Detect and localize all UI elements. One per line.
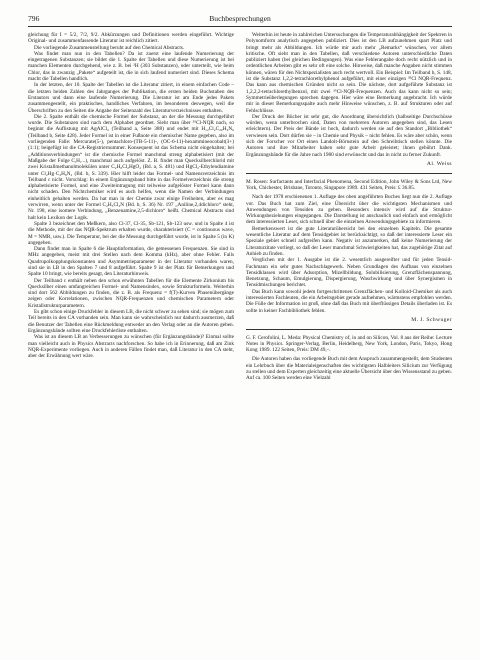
right-column (246, 32, 452, 382)
paragraph: Weiterhin ist heute in zahlreichen Untersuchungen die Temperaturabhängigkeit der Spektren in Polynomform analytisch angegeben publiziert. Dies ist den LB aufzunehmen spart Platz und bringt mehr als Abbildungen. Ich würde mir auch mehr „Remarks“ wünschen, vor allem kritische. Oft sieht man in den Tabellen, daß verschiedene Autoren unterschiedliche Daten publiziert haben (bei gleichen Bedingungen). Was eine Fehlerangabe doch recht nützlich und in ordentlichen Arbeiten gibt es sehr oft eine solche. Hinweise, daß manche Angaben nicht stimmen können, wären für den Nichtspezialisten auch recht wertvoll. Ein Beispiel: Im Teilband b, S. 148, ist die Substanz 1,2,2-tetrachlorethylphenol aufgeführt, mit einer einzigen ³⁵Cl NQR-Frequenz. Das kann aus chemischen Gründen nicht so sein. Die nächste, dort aufgeführte Substanz ist 1,2,2,2-tetrachlorethylbenzol, mit zwei ³⁵Cl-NQR-Frequenzen. Auch das kann nicht so sein; Symmetrieüberlegungen sprechen dagegen. Hier wäre eine Bemerkung angebracht. Ich würde mir in dieser Bemerkungsspalte auch mehr Hinweise wünschen, z. B. auf Strukturen oder auf Fehlschlüsse. (246, 32, 452, 114)
page-number: 796 (28, 14, 40, 23)
review-separator (246, 329, 452, 330)
paragraph: In der letzten, der 10. Spalte der Tabellen ist die Literatur zitiert, in einem einfachen Code – die letzten beiden Zahlen des Jahrganges der Publikation, die ersten beiden Buchstaben des Erstautors und dann eine laufende Numerierung. Die Literatur ist am Ende jedes Pakets zusammengestellt, ein praktisches, handliches Verfahren, im besonderen deswegen, weil die Überschriften zu den Seiten die Angabe der Seitenzahl des Literaturverzeichnisses enthalten. (28, 82, 234, 114)
left-column (28, 32, 234, 359)
paragraph: Nach der 1978 erschienenen 1. Auflage des oben angeführten Buches liegt nun die 2. Auflage vor. Das Buch hat zum Ziel, eine Übersicht über die wichtigsten Mechanismen und Anwendungen von Tensiden zu geben. Besonders intensiv wird auf die Struktur-Wirkungsbeziehungen eingegangen. Die Darstellung ist anschaulich und einfach und ermöglicht dem interessierten Leser, sich schnell über die einzelnen Anwendungsgebiete zu informieren. (246, 194, 452, 226)
paragraph: Die vorliegende Zusammenstellung beruht auf den Chemical Abstracts. (34, 44, 185, 51)
header-rule (28, 26, 452, 27)
section-title: Buchbesprechungen (209, 14, 271, 23)
reviewer-signature-schwuger: M. J. Schwuger (411, 316, 452, 323)
paragraph: Die Autoren haben das vorliegende Buch mit dem Anspruch zusammengestellt, dem Studenten ein Lehrbuch über die Materialeigenschaften des wichtigsten Halbleiters Silicium zur Verfügung zu stellen und dem Experten gleichzeitig eine aktuelle Übersicht über den Wissensstand zu geben. Auf ca. 100 Seiten werden eine Vielzahl (246, 356, 452, 382)
review-text-weiss (246, 32, 452, 158)
review-text-rosen (246, 194, 452, 314)
paragraph: Was ist an diesem LB an Verbesserungen zu wünschen (für Ergänzungsbände)? Einmal sollte man vielleicht auch in Physics Abstracts nachforschen. So habe ich in Erinnerung, daß am Zink NQR-Experimente vorliegen. Auch in anderen Fällen findet man, daß Literatur in den CA steht, aber der Erwähnung wert wäre. (28, 334, 234, 360)
running-header (28, 14, 452, 26)
paragraph: Die 2. Spalte enthält die chemische Formel der Substanz, an der die Messung durchgeführt wurde. Die Substanzen sind nach dem Alphabet geordnet. Sieht man über ³⁵Cl-NQR nach, so beginnt die Auflistung mit AgAlCl₄ (Teilband a, Seite 388) und endet mit H₁₂Cl₂C₂₀H₄N₆ (Teilband b, Seite 428). Jeder Formel ist in einer Fußnote ein chemischer Name gegeben, also im vorliegenden Falle: Mercurate(5-), pentachloro-(TB-5-11)-, (OC-6-11)-hexammineocobalt(3+) (1:1); beigefügt ist die CA-Registriernummer. Konsequent ist das Schema nicht eingehalten; bei „Additionsverbindungen“ ist die chemische Formel manchmal streng alphabetisiert (mit der Maßgabe der Folge C,H,...), manchmal auch aufgelöst. Z. B. findet man Quecksilberchlorid mit zwei Kristallmethanolmolekülen unter C₂H₈Cl₂HgO₂ (Bd. a, S. 481) und HgCl₂-Ethylendiamine unter Cl₂Hg·C₂H₈N₂ (Bd. b, S. 339). Hier hilft leider das Formel- und Namensverzeichnis im Teilband c nicht. Vorschlag: In einem Ergänzungsband bitte in das Formelverzeichnis die streng alphabetisierte Formel, und eine Zweiteintragung mit teilweise aufgelöster Formel kann dann nicht schaden. Den Nichtchemiker wird es auch helfen, wenn die Namen der Verbindungen einheitlich gehalten werden. Da hat man in der Chemie zwar einige Freiheiten, aber es mag verwirren, wenn unter der Formel C₂H₃Cl₂N (Bd. b, S. 36) Nr. 197 „Aniline,2,4dichloro“ steht, Nr. 198, eine isomere Verbindung, „Benzenamine,2,5-dichloro“ heißt. Chemical Abstracts sind halt kein Lexikon der Logik. (28, 113, 234, 221)
paragraph: Spalte 3 bezeichnet den Meßkern, also Cl-37, Cl-35, Sb-121, Sb-123 usw. und in Spalte 4 ist die Methode, mit der das NQR-Spektrum erhalten wurde, charakterisiert (C = continuous wave, M = NMR, usw.). Die Temperatur, bei der die Messung durchgeführt wurde, ist in Spalte 5 (in K) angegeben. (28, 220, 234, 246)
paragraph: Es gibt schon einige Druckfehler in diesem LB, die nicht schwer zu sehen sind; sie mögen zum Teil bereits in den CA vorhanden sein. Man kann sie wahrscheinlich nur dadurch ausmerzen, daß die Benutzer der Tabellen eine Rückmeldung entweder an den Verlag oder an die Autoren geben. Ergänzungsbände sollten eine Druckfehlerliste enthalten. (28, 309, 234, 334)
book-reference-cerofolini: G. F. Cerofolini, L. Meda: Physical Chemistry of, in and on Silicon, Vol. 8 aus der Reihe: Lecture Notes in Physics. Springer-Verlag, Berlin, Heidelberg, New York, London, Paris, Tokyo, Hong Kong 1989. 122 Seiten, Preis: DM 49,–. (246, 334, 452, 354)
paragraph: Bemerkenswert ist die gute Literaturübersicht bei den einzelnen Kapiteln. Die gesamte wesentliche Literatur auf dem Tensidgebiet ist berücksichtigt, so daß der interessierte Leser ein Speziale gebiet schnell aufgreifen kann. Negativ ist anzumerken, daß keine Numerierung der Literaturzitate vorliegt, so daß der Leser manchmal Schwierigkeiten hat, das zugehörige Zitat auf Anhieb zu finden. (246, 225, 452, 257)
paragraph: Verglichen mit der 1. Ausgabe ist die 2. wesentlich ausgereifter und für jeden Tensid-Fachmann ein sehr gutes Nachschlagewerk. Neben Grundlagen des Aufbaus von einzelnen Tensidklassen wird über Adsorption, Mizellbildung, Solubilisierung, Grenzflächenspannung, Benetzung, Schaum, Emulgierung, Dispergierung, Waschwirkung und über Synergismen in Tensidmischungen berichtet. (246, 257, 452, 289)
paragraph: Dann findet man in Spalte 6 die Hauptinformation, die gemessenen Frequenzen. Sie sind in MHz angegeben, meist mit drei Stellen nach dem Komma (kHz), aber ohne Fehler. Falls Quadrupolkopplungskonstanten und Asymmetrieparameter in der Literatur vorhanden waren, sind sie in LB in den Spalten 7 und 8 aufgeführt. Spalte 9 ist der Platz für Bemerkungen und Spalte 10 bringt, wie bereits gesagt, den Literaturhinweis. (28, 246, 234, 278)
book-reference-rosen: M. Rosen: Surfactants and Interfacial Phenomena, Second Edition, John Wiley & Sons Ltd, New York, Chichester, Brisbane, Toronto, Singapore 1989. 431 Seiten, Preis: £ 36.85. (246, 178, 452, 191)
review-text-cerofolini (246, 356, 452, 381)
reviewer-signature-weiss: Al. Weiss (426, 160, 452, 167)
paragraph: gleichung für I = 5/2, 7/2, 9/2. Abkürzungen und Definitionen werden eingeführt. Wichtige Original- und zusammenfassende Literatur ist reichlich zitiert. (28, 32, 234, 45)
review-separator (246, 173, 452, 174)
paragraph: Der Teilband c enthält neben den schon erwähnten Tabellen für die Elemente Zirkonium bis Quecksilber einen umfangreichen Formel- und Namensindex, sowie Strukturformeln. Weiterhin sind dort 562 Abbildungen zu finden, die z. B. als Frequenz = f(T)-Kurven Phasenübergänge zeigen oder Korrelationen, zwischen NQR-Frequenzen und chemischen Parametern oder Kristallstrukturparametern. (28, 277, 234, 309)
paragraph: Das Buch kann sowohl jedem fortgeschrittenen Grenzflächen- und Kolloid-Chemiker als auch interessierten Fachleuten, die ein Arbeitsgebiet gerade aufnehmen, wärmstens empfohlen werden. Die Fülle der Information ist groß, ohne daß das Buch mit überflüssigen Details überladen ist. Es sollte in keiner Fachbibliothek fehlen. (246, 288, 452, 314)
paragraph: Was findet man nun in den Tabellen? Da ist zuerst eine laufende Numerierung der eingetragenen Substanzen; sie bildet die 1. Spalte der Tabellen und diese Numerierung ist bei manchen Elementen durchgehend, wie z. B. bei ²H (303 Substanzen), oder unterteilt, wie beim Chlor, das in zwanzig „Pakete“ aufgeteilt ist, die in sich laufend numeriert sind. Dieses Schema macht die Tabellen handlich. (28, 50, 234, 83)
paragraph: Der Druck der Bücher ist sehr gut, die Anordnung übersichtlich (halbseitige Durchschüsse würden, wenn unterbrochen sind, Daten von mehreren Autoren angegeben sind, das Lesen erleichtern). Der Preis der Bände ist hoch, dadurch werden sie auf den Standort „Bibliothek“ verwiesen sein. Dort dürfen sie – in Chemie und Physik – nicht fehlen. Es wäre aber schön, wenn sich der Forscher vor Ort einen Landolt-Börnstein auf den Schreibtisch stellen könnte. Die Autoren und ihre Mitarbeiter haben sehr gute Arbeit geleistet; ihnen gebührt Dank. Ergänzungsbände für die Jahre nach 1980 sind erwünscht und das in nicht zu ferner Zukunft. (246, 113, 452, 158)
